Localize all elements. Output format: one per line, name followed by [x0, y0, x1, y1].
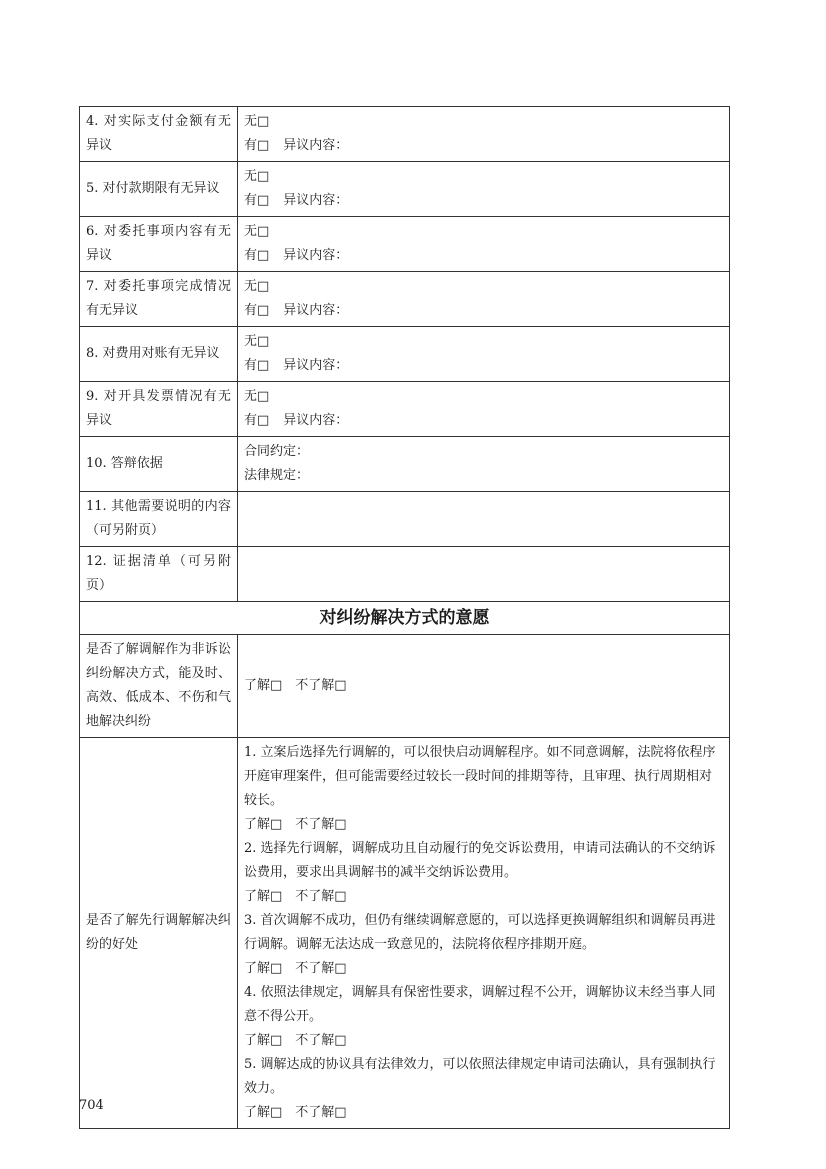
mediation-awareness-row [80, 635, 730, 738]
none-checkbox[interactable]: 无□ [244, 114, 270, 129]
objection-row-invoice [80, 382, 730, 437]
pre-mediation-benefits-row [80, 738, 730, 1129]
other-notes-field[interactable] [238, 492, 730, 547]
none-checkbox[interactable]: 无□ [244, 279, 270, 294]
has-checkbox[interactable]: 有□ [244, 193, 270, 208]
other-notes-row [80, 492, 730, 547]
benefit-answer[interactable]: 了解□ 不了解□ [244, 889, 347, 904]
objection-row-entrusted-content [80, 217, 730, 272]
benefit-text: 5. 调解达成的协议具有法律效力，可以依照法律规定申请司法确认，具有强制执行效力。 [244, 1057, 716, 1096]
has-checkbox[interactable]: 有□ [244, 248, 270, 263]
benefit-answer[interactable]: 了解□ 不了解□ [244, 1033, 347, 1048]
mediation-awareness-answer[interactable]: 了解□ 不了解□ [238, 635, 730, 738]
objection-content-label: 异议内容： [283, 248, 349, 263]
row-value [238, 272, 730, 327]
row-label: 9. 对开具发票情况有无异议 [80, 382, 238, 437]
benefit-text: 1. 立案后选择先行调解的，可以很快启动调解程序。如不同意调解，法院将依程序开庭审理案件，但可能需要经过较长一段时间的排期等待，且审理、执行周期相对较长。 [244, 745, 716, 808]
row-label: 11. 其他需要说明的内容（可另附页） [80, 492, 238, 547]
has-checkbox[interactable]: 有□ [244, 413, 270, 428]
objection-content-label: 异议内容： [283, 413, 349, 428]
evidence-list-field[interactable] [238, 547, 730, 602]
benefit-text: 2. 选择先行调解，调解成功且自动履行的免交诉讼费用，申请司法确认的不交纳诉讼费用，要求出具调解书的减半交纳诉讼费用。 [244, 841, 716, 880]
none-checkbox[interactable]: 无□ [244, 334, 270, 349]
row-value [238, 107, 730, 162]
section-title: 对纠纷解决方式的意愿 [80, 602, 730, 635]
row-value [238, 162, 730, 217]
none-checkbox[interactable]: 无□ [244, 169, 270, 184]
row-label: 是否了解调解作为非诉讼纠纷解决方式，能及时、高效、低成本、不伤和气地解决纠纷 [80, 635, 238, 738]
objection-content-label: 异议内容： [283, 358, 349, 373]
objection-content-label: 异议内容： [283, 303, 349, 318]
benefit-answer[interactable]: 了解□ 不了解□ [244, 817, 347, 832]
row-value [238, 327, 730, 382]
legal-provision-label: 法律规定： [244, 468, 310, 483]
row-value [238, 382, 730, 437]
pre-mediation-benefits-list [238, 738, 730, 1129]
benefit-text: 4. 依照法律规定，调解具有保密性要求，调解过程不公开，调解协议未经当事人同意不得公开。 [244, 985, 716, 1024]
none-checkbox[interactable]: 无□ [244, 389, 270, 404]
has-checkbox[interactable]: 有□ [244, 138, 270, 153]
contract-agreement-label: 合同约定： [244, 444, 310, 459]
row-label: 10. 答辩依据 [80, 437, 238, 492]
none-checkbox[interactable]: 无□ [244, 224, 270, 239]
objection-content-label: 异议内容： [283, 138, 349, 153]
objection-row-fee-reconciliation [80, 327, 730, 382]
benefit-text: 3. 首次调解不成功，但仍有继续调解意愿的，可以选择更换调解组织和调解员再进行调解。调解无法达成一致意见的，法院将依程序排期开庭。 [244, 913, 716, 952]
row-label: 5. 对付款期限有无异议 [80, 162, 238, 217]
benefit-answer[interactable]: 了解□ 不了解□ [244, 961, 347, 976]
defense-basis-field[interactable] [238, 437, 730, 492]
row-label: 7. 对委托事项完成情况有无异议 [80, 272, 238, 327]
page-number: 704 [79, 1098, 104, 1113]
section-header-row [80, 602, 730, 635]
objection-row-payment-term [80, 162, 730, 217]
objection-content-label: 异议内容： [283, 193, 349, 208]
has-checkbox[interactable]: 有□ [244, 303, 270, 318]
has-checkbox[interactable]: 有□ [244, 358, 270, 373]
row-label: 12. 证据清单（可另附页） [80, 547, 238, 602]
evidence-list-row [80, 547, 730, 602]
objection-row-actual-payment [80, 107, 730, 162]
objection-row-entrusted-completion [80, 272, 730, 327]
row-label: 6. 对委托事项内容有无异议 [80, 217, 238, 272]
row-value [238, 217, 730, 272]
row-label: 4. 对实际支付金额有无异议 [80, 107, 238, 162]
row-label: 8. 对费用对账有无异议 [80, 327, 238, 382]
row-label: 是否了解先行调解解决纠纷的好处 [80, 738, 238, 1129]
defense-basis-row [80, 437, 730, 492]
defense-form-table [79, 106, 730, 1129]
benefit-answer[interactable]: 了解□ 不了解□ [244, 1105, 347, 1120]
